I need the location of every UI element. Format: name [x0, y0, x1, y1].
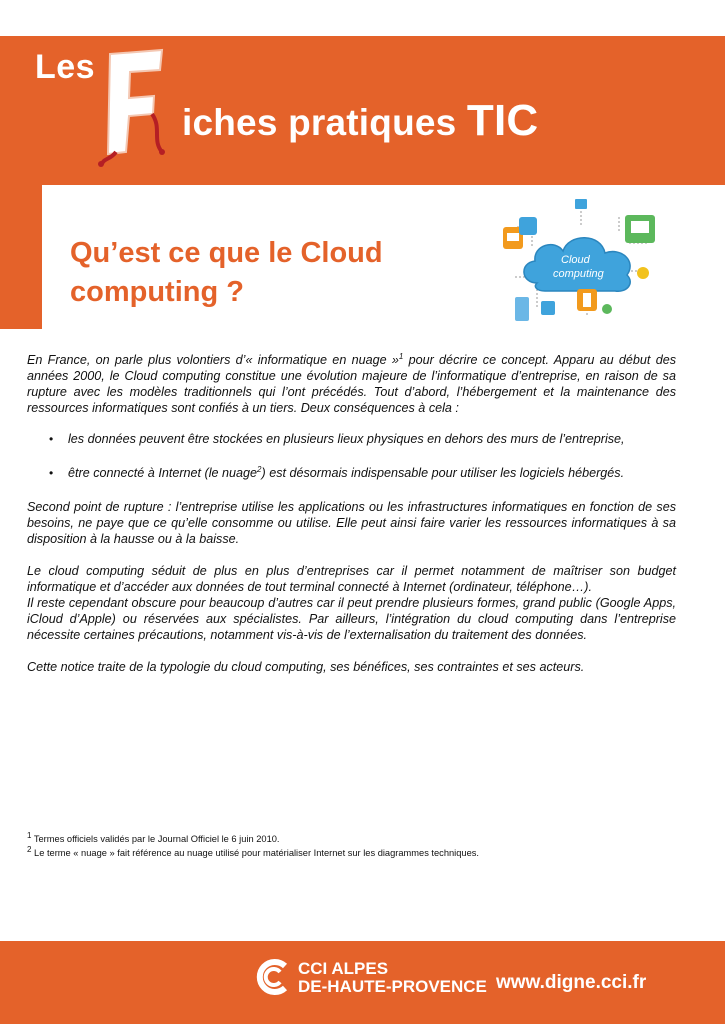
cci-logo-line1: CCI ALPES — [298, 959, 389, 978]
header-title — [182, 96, 538, 146]
list-item-text-b: ) est désormais indispensable pour utiliser les logiciels hébergés. — [261, 466, 625, 480]
paragraph-intro-a: En France, on parle plus volontiers d’« informatique en nuage » — [27, 353, 399, 367]
blue-tile-icon — [519, 217, 537, 235]
list-item-text: les données peuvent être stockées en plusieurs lieux physiques en dehors des murs de l’entreprise, — [68, 432, 625, 446]
header-tic: TIC — [466, 96, 539, 145]
footnote-ref-1: 1 — [398, 351, 404, 361]
list-item — [27, 431, 676, 447]
big-f-letter-icon — [96, 48, 176, 168]
footnote-1 — [27, 832, 667, 846]
cloud-computing-illustration — [497, 197, 667, 323]
header-fiches: iches pratiques — [182, 102, 457, 143]
server-stack-icon — [515, 297, 529, 321]
server-icon — [575, 199, 587, 209]
cci-logo-line2: DE-HAUTE-PROVENCE — [298, 977, 487, 996]
footnote-2 — [27, 846, 667, 860]
list-item — [27, 465, 676, 481]
list-item-text-a: être connecté à Internet (le nuage — [68, 466, 258, 480]
footnote-text-1: Termes officiels validés par le Journal Officiel le 6 juin 2010. — [31, 834, 280, 844]
header-les: Les — [35, 48, 96, 86]
footnotes — [27, 832, 667, 860]
body-text — [27, 352, 676, 675]
bullet-icon: • — [49, 432, 54, 446]
footnote-number-2: 2 — [27, 844, 32, 854]
paragraph-obscure: Il reste cependant obscure pour beaucoup d’autres car il peut prendre plusieurs formes, grand public (Google Apps, iCloud d’Apple) ou réservées aux spécialistes. Par ailleurs, l’intégration du cloud computing dans l’entreprise nécessite certaines précautions, notamment vis-à-vis de l’externalisation du traitement des données. — [27, 596, 676, 642]
paragraph-intro-b: pour décrire ce concept. Apparu au début des années 2000, le Cloud computing constitue une évolution majeure de l’informatique d’entreprise, en raison de sa rupture avec les modèles traditionnels qui l’ont précédés. Tout d’abord, l’hébergement et la maintenance des ressources informatiques sont confiés à un tiers. Deux conséquences à cela : — [27, 353, 676, 415]
page-title-line1: Qu’est ce que le Cloud — [70, 237, 383, 269]
page-title-line2: computing ? — [70, 276, 244, 308]
cci-logo-text — [298, 960, 487, 996]
footnote-ref-2: 2 — [257, 464, 262, 474]
footnote-number-1: 1 — [27, 830, 32, 840]
paragraph-intro — [27, 352, 676, 416]
bullet-icon: • — [49, 466, 54, 480]
website-link[interactable]: www.digne.cci.fr — [496, 972, 647, 993]
link-icon — [602, 304, 612, 314]
page-title — [70, 234, 470, 312]
cci-logo-icon — [255, 958, 293, 996]
cloud-label-line2: computing — [553, 268, 604, 280]
people-icon — [637, 267, 649, 279]
paragraph-notice: Cette notice traite de la typologie du cloud computing, ses bénéfices, ses contraintes et ses acteurs. — [27, 660, 585, 674]
cloud-label-line1: Cloud — [561, 254, 590, 266]
footnote-text-2: Le terme « nuage » fait référence au nuage utilisé pour matérialiser Internet sur les diagrammes techniques. — [31, 848, 479, 858]
small-tile-icon — [541, 301, 555, 315]
paragraph-seduction: Le cloud computing séduit de plus en plus d’entreprises car il permet notamment de maîtriser son budget informatique et d’accéder aux données de tout terminal connecté à Internet (ordinateur, téléphone…). — [27, 564, 676, 594]
paragraph-rupture: Second point de rupture : l’entreprise utilise les applications ou les infrastructures informatiques en fonction de ses besoins, ne paye que ce qu’elle consomme ou utilise. Elle peut ainsi faire varier les ressources informatiques à sa disposition à la hausse ou à la baisse. — [27, 500, 676, 546]
